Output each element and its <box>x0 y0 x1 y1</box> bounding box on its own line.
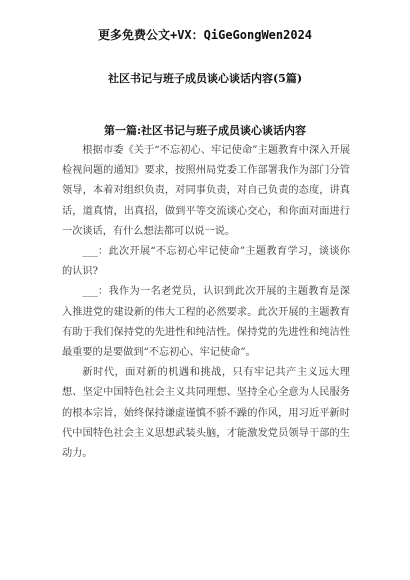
section-title: 第一篇:社区书记与班子成员谈心谈话内容 <box>103 124 307 137</box>
paragraph-new-era: 新时代，面对新的机遇和挑战，只有牢记共产主义远大理想、坚定中国特色社会主义共同理想、坚持全心全意为人民服务的根本宗旨，始终保持谦虚谨慎不骄不躁的作风，用习近平新时代中国特色社会主义思想武装头脑，才能激发党员领导干部的生动力。 <box>62 367 350 460</box>
promo-header: 更多免费公文+VX：QiGeGongWen2024 <box>97 28 313 42</box>
document-body <box>62 141 350 464</box>
paragraph-question: ___：此次开展“不忘初心牢记使命”主题教育学习，谈谈你的认识? <box>62 246 350 278</box>
paragraph-answer: ___：我作为一名老党员，认识到此次开展的主题教育是深入推进党的建设新的伟大工程的必然要求。此次开展的主题教育有助于我们保持党的先进性和纯洁性。保持党的先进性和纯洁性最重要的是要做到“不忘初心、牢记使命”。 <box>62 286 350 359</box>
paragraph-intro: 根据市委《关于“不忘初心、牢记使命”主题教育中深入开展检视问题的通知》要求，按照州局党委工作部署我作为部门分管领导，本着对组织负责，对同事负责，对自己负责的态度，讲真话，道真情，出真招，做到平等交流谈心交心，和你面对面进行一次谈话，有什么想法都可以说一说。 <box>62 145 350 237</box>
document-title: 社区书记与班子成员谈心谈话内容(5篇) <box>107 72 303 85</box>
